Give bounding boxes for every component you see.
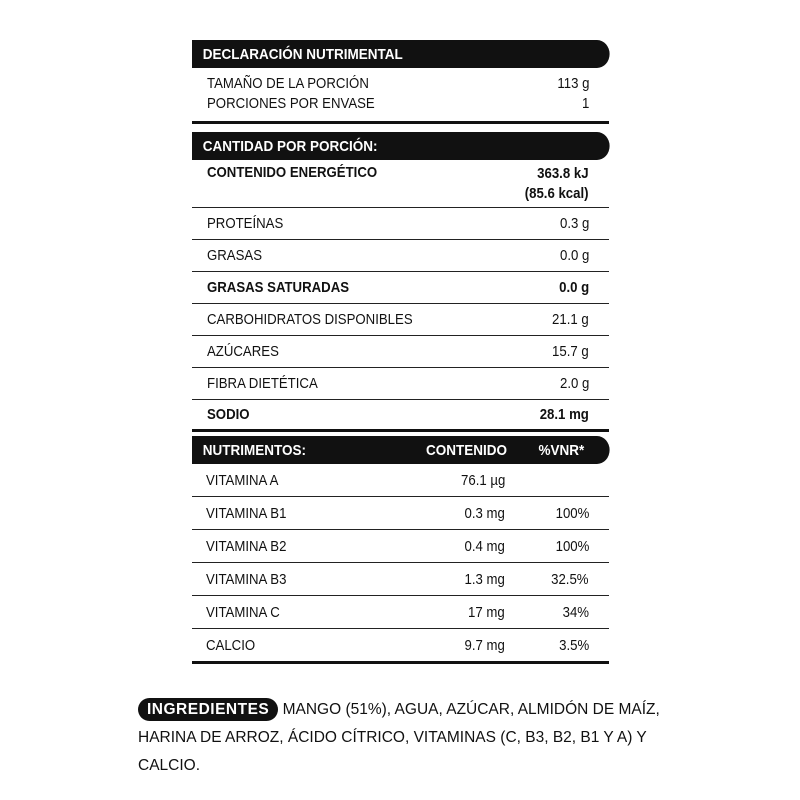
ingredients-text: MANGO (51%), AGUA, AZÚCAR, ALMIDÓN DE MAÍZ, HARINA DE ARROZ, ÁCIDO CÍTRICO, VITAMINAS (C, B3, B2, B1 Y A) Y CALCIO. <box>138 701 660 774</box>
micronutrient-vnr: 34% <box>562 604 589 621</box>
micronutrient-vnr: 3.5% <box>558 637 589 654</box>
nutrient-label: FIBRA DIETÉTICA <box>207 375 318 392</box>
amount-per-serving-header <box>192 132 609 160</box>
energy-label: CONTENIDO ENERGÉTICO <box>207 164 378 181</box>
nutrient-label: GRASAS <box>207 247 263 264</box>
micronutrient-label: VITAMINA B1 <box>206 505 287 522</box>
nutrient-label: GRASAS SATURADAS <box>207 279 350 296</box>
nutrient-row <box>192 240 609 272</box>
serving-size-label: TAMAÑO DE LA PORCIÓN <box>207 74 369 92</box>
micronutrient-label: VITAMINA B3 <box>206 571 287 588</box>
nutrient-row <box>192 400 609 432</box>
micronutrients-col-content: CONTENIDO <box>426 441 507 459</box>
energy-row <box>192 160 609 208</box>
energy-values <box>525 164 589 204</box>
micronutrients-col-label: NUTRIMENTOS: <box>202 441 307 459</box>
micronutrient-label: VITAMINA B2 <box>206 538 287 555</box>
energy-kj: 363.8 kJ <box>537 165 589 182</box>
micronutrient-list <box>192 464 609 664</box>
nutrient-row <box>192 208 609 240</box>
nutrition-declaration-header <box>192 40 609 68</box>
nutrient-list <box>192 208 609 432</box>
micronutrient-content: 9.7 mg <box>464 637 505 654</box>
micronutrients-header <box>192 436 609 464</box>
micronutrient-content: 0.3 mg <box>464 505 505 522</box>
nutrient-value: 0.3 g <box>559 215 589 232</box>
micronutrient-row <box>192 530 609 563</box>
ingredients-badge: INGREDIENTES <box>138 698 278 721</box>
micronutrient-content: 0.4 mg <box>464 538 505 555</box>
energy-kcal: (85.6 kcal) <box>525 185 589 202</box>
serving-size-value: 113 g <box>556 74 589 92</box>
micronutrient-content: 1.3 mg <box>464 571 505 588</box>
servings-value: 1 <box>581 95 589 112</box>
nutrient-label: CARBOHIDRATOS DISPONIBLES <box>207 311 413 328</box>
nutrient-value: 15.7 g <box>552 343 589 360</box>
nutrient-label: AZÚCARES <box>207 343 279 360</box>
nutrition-declaration-title: DECLARACIÓN NUTRIMENTAL <box>202 45 403 63</box>
micronutrient-row <box>192 563 609 596</box>
nutrient-value: 21.1 g <box>552 311 589 328</box>
micronutrient-row <box>192 497 609 530</box>
amount-per-serving-title: CANTIDAD POR PORCIÓN: <box>202 137 378 155</box>
micronutrient-label: CALCIO <box>206 637 256 654</box>
nutrient-label: PROTEÍNAS <box>207 215 284 232</box>
micronutrient-row <box>192 596 609 629</box>
micronutrient-vnr: 100% <box>555 505 589 522</box>
micronutrient-label: VITAMINA C <box>206 604 280 621</box>
micronutrient-row <box>192 464 609 497</box>
servings-label: PORCIONES POR ENVASE <box>207 95 375 112</box>
micronutrient-vnr: 100% <box>555 538 589 555</box>
servings-per-container-row <box>192 94 609 124</box>
micronutrient-row <box>192 629 609 661</box>
micronutrient-content: 76.1 µg <box>460 472 505 489</box>
micronutrients-col-vnr: %VNR* <box>538 441 585 459</box>
nutrient-value: 28.1 mg <box>539 406 589 423</box>
nutrient-row <box>192 272 609 304</box>
nutrient-row <box>192 304 609 336</box>
serving-size-row <box>192 72 609 94</box>
nutrient-label: SODIO <box>207 406 250 423</box>
micronutrient-label: VITAMINA A <box>206 472 279 489</box>
micronutrient-content: 17 mg <box>468 604 505 621</box>
micronutrient-vnr: 32.5% <box>551 571 589 588</box>
nutrient-value: 0.0 g <box>558 279 589 296</box>
nutrient-row <box>192 368 609 400</box>
nutrition-facts-panel <box>192 40 609 664</box>
ingredients-section <box>138 696 678 780</box>
nutrient-value: 2.0 g <box>559 375 589 392</box>
nutrient-value: 0.0 g <box>559 247 589 264</box>
nutrient-row <box>192 336 609 368</box>
